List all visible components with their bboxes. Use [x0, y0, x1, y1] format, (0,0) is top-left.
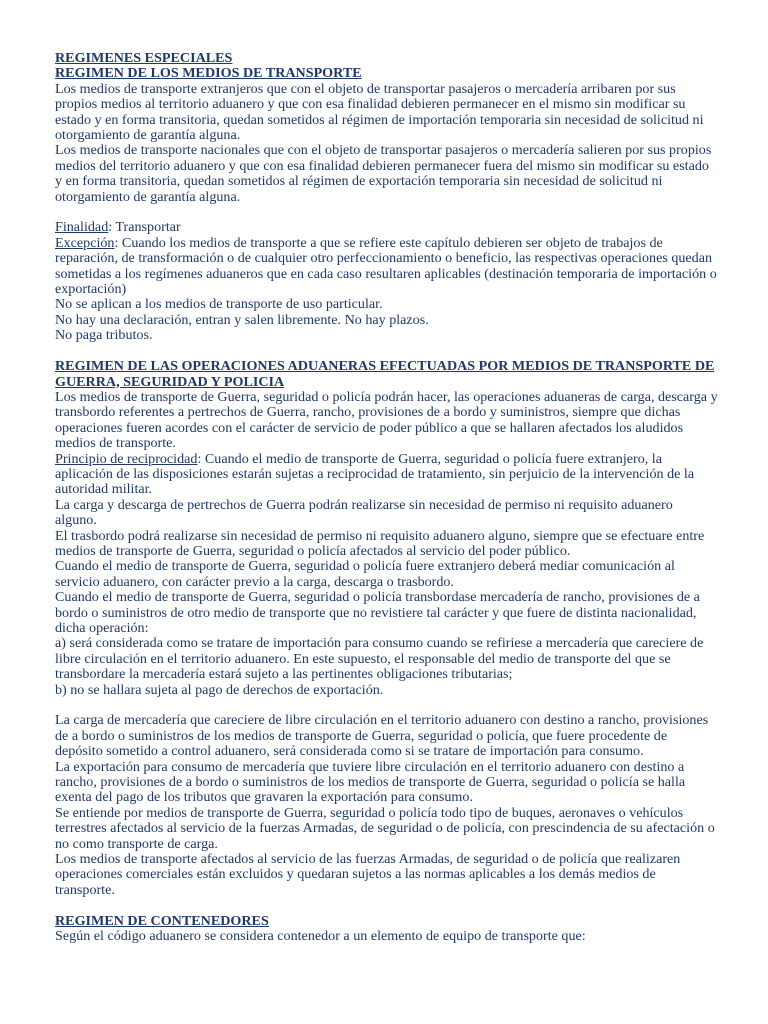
- heading-medios-guerra: REGIMEN DE LAS OPERACIONES ADUANERAS EFECTUADAS POR MEDIOS DE TRANSPORTE DE GUERRA, SEGURIDAD Y POLICIA: [55, 358, 715, 390]
- spacer: [55, 205, 718, 220]
- heading-contenedores: REGIMEN DE CONTENEDORES: [55, 912, 269, 929]
- excepcion-label: Excepción: [55, 234, 115, 251]
- excepcion-paragraph: [55, 236, 718, 298]
- finalidad-line: [55, 220, 718, 235]
- paragraph-comunicacion: Cuando el medio de transporte de Guerra, seguridad o policía fuere extranjero deberá mediar comunicación al servicio aduanero, con carácter previo a la carga, descarga o trasbordo.: [55, 558, 675, 590]
- principio-paragraph: [55, 452, 718, 498]
- line-no-tributos: No paga tributos.: [55, 327, 153, 344]
- paragraph-carga-mercaderia: La carga de mercadería que careciere de libre circulación en el territorio aduanero con destino a rancho, provisiones de a bordo o suministros de los medios de transporte de Guerra, seguridad o policía, que fuere procedente de depósito sometido a control aduanero, será considerada como si se tratare de importación para consumo.: [55, 712, 709, 760]
- paragraph-importacion-temporaria: Los medios de transporte extranjeros que con el objeto de transportar pasajeros o mercadería arribaren por sus propios medios al territorio aduanero y que con esa finalidad debieren permanecer en el mismo sin modificar su estado y en forma transitoria, quedan sometidos al régimen de importación temporaria sin necesidad de solicitud ni otorgamiento de garantía alguna.: [55, 80, 704, 144]
- list-item-b: b) no se hallara sujeta al pago de derechos de exportación.: [55, 681, 384, 698]
- heading-regimenes-especiales: REGIMENES ESPECIALES: [55, 50, 233, 66]
- spacer: [55, 344, 718, 359]
- finalidad-label: Finalidad: [55, 219, 109, 236]
- paragraph-trasbordo: El trasbordo podrá realizarse sin necesidad de permiso ni requisito aduanero alguno, siempre que se efectuare entre medios de transporte de Guerra, seguridad o policía afectados al servicio del poder público.: [55, 527, 705, 559]
- line-uso-particular: No se aplican a los medios de transporte de uso particular.: [55, 296, 383, 313]
- paragraph-contenedor-definicion: Según el código aduanero se considera contenedor a un elemento de equipo de transporte que:: [55, 928, 586, 945]
- finalidad-text: : Transportar: [108, 219, 181, 236]
- heading-medios-de-transporte: REGIMEN DE LOS MEDIOS DE TRANSPORTE: [55, 65, 362, 82]
- paragraph-carga-descarga: La carga y descarga de pertrechos de Guerra podrán realizarse sin necesidad de permiso ni requisito aduanero alguno.: [55, 496, 673, 529]
- spacer: [55, 698, 718, 713]
- line-no-declaracion: No hay una declaración, entran y salen libremente. No hay plazos.: [55, 311, 429, 328]
- paragraph-transbordo-rancho: Cuando el medio de transporte de Guerra, seguridad o policía transbordase mercadería de rancho, provisiones de a bordo o suministros de otro medio de transporte que no revistiere tal carácter y que fuere de distinta nacionalidad, dicha operación:: [55, 589, 700, 636]
- paragraph-excluidos: Los medios de transporte afectados al servicio de las fuerzas Armadas, de seguridad o de policía que realizaren operaciones comerciales están excluidos y quedaran sujetos a las normas aplicables a los demás medios de transporte.: [55, 851, 681, 898]
- spacer: [55, 898, 718, 913]
- principio-label: Principio de reciprocidad: [55, 450, 198, 467]
- principio-text: : Cuando el medio de transporte de Guerra, seguridad o policía fuere extranjero, la aplicación de las disposiciones estarán sujetas a reciprocidad de tratamiento, sin perjuicio de la intervención de la autoridad militar.: [55, 450, 695, 498]
- paragraph-exportacion-temporaria: Los medios de transporte nacionales que con el objeto de transportar pasajeros o mercadería salieren por sus propios medios del territorio aduanero y que con esa finalidad debieren permanecer fuera del mismo sin modificar su estado y en forma transitoria, quedan sometidos al régimen de exportación temporaria sin necesidad de solicitud ni otorgamiento de garantía alguna.: [55, 142, 712, 205]
- paragraph-definicion: Se entiende por medios de transporte de Guerra, seguridad o policía todo tipo de buques, aeronaves o vehículos terrestres afectados al servicio de la fuerzas Armadas, de seguridad o de policía, con prescindencia de su afectación o no como transporte de carga.: [55, 804, 715, 852]
- list-item-a: a) será considerada como se tratare de importación para consumo cuando se refiriese a mercadería que careciere de libre circulación en el territorio aduanero. En este supuesto, el responsable del medio de transporte del que se transbordare la mercadería estará sujeto a las pertinentes obligaciones tributarias;: [55, 635, 704, 683]
- paragraph-exportacion-consumo: La exportación para consumo de mercadería que tuviere libre circulación en el territorio aduanero con destino a rancho, provisiones de a bordo o suministros de los medios de transporte de Guerra, seguridad o policía se halla exenta del pago de los tributos que gravaren la exportación para consumo.: [55, 758, 686, 806]
- excepcion-text: : Cuando los medios de transporte a que se refiere este capítulo debieren ser objeto de trabajos de reparación, de transformación o de cualquier otro perfeccionamiento o beneficio, las respectivas operaciones quedan sometidas a los regímenes aduaneros que en cada caso resultaren aplicables (destinación temporaria de importación o exportación): [55, 234, 717, 298]
- paragraph-operaciones-guerra: Los medios de transporte de Guerra, seguridad o policía podrán hacer, las operaciones aduaneras de carga, descarga y transbordo referentes a pertrechos de Guerra, rancho, provisiones de a bordo y suministros, siempre que dichas operaciones fueren acordes con el carácter de servicio de poder público a que se hallaren afectados los aludidos medios de transporte.: [55, 388, 718, 452]
